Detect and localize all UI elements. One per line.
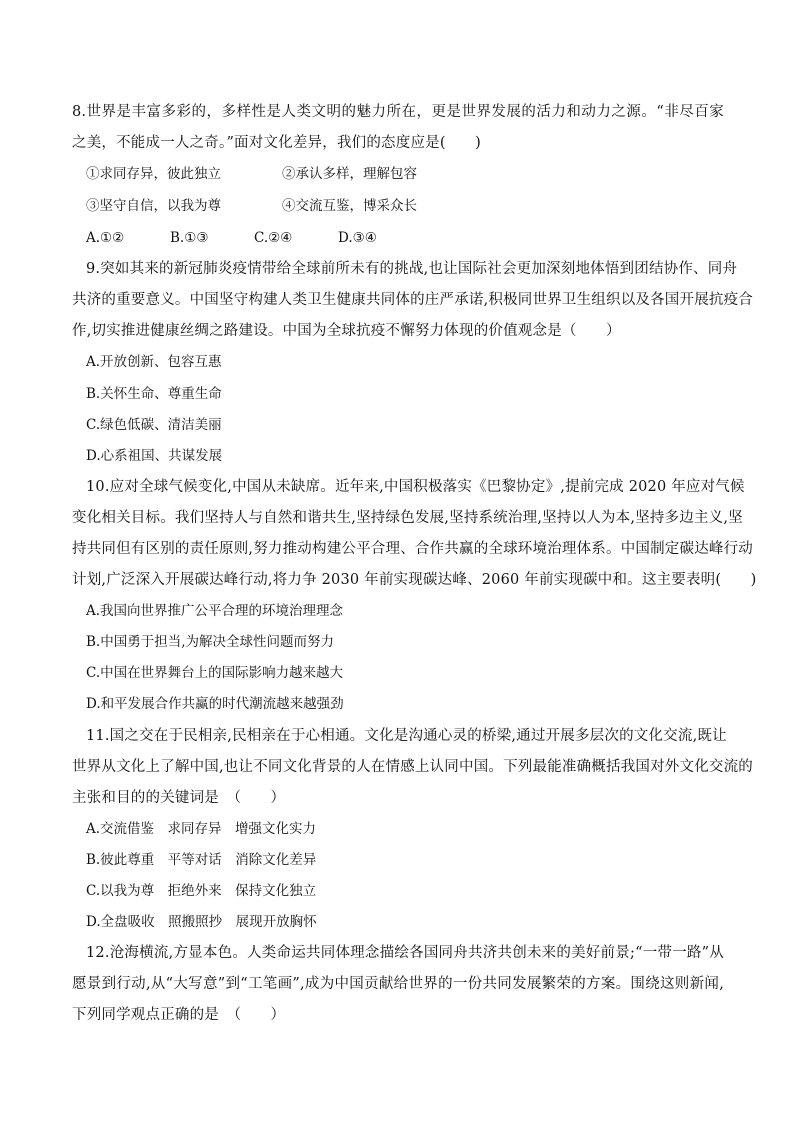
q12-stem-line-1: 12.沧海横流,方显本色。人类命运共同体理念描绘各国同舟共济共创未来的美好前景;“一带一路”从 [86, 945, 724, 961]
q8-statement-4: ④交流互鉴，博采众长 [282, 198, 417, 214]
q8-stem-line-2: 之美，不能成一人之奇。”面对文化差异，我们的态度应是( ) [72, 135, 481, 151]
q9-stem-line-1: 9.突如其来的新冠肺炎疫情带给全球前所未有的挑战,也让国际社会更加深刻地体悟到团结协作、同舟 [86, 261, 738, 277]
q8-statement-3: ③坚守自信，以我为尊 [86, 198, 221, 214]
q9-stem-line-2: 共济的重要意义。中国坚守构建人类卫生健康共同体的庄严承诺,积极同世界卫生组织以及各国开展抗疫合 [72, 292, 754, 308]
q8-statement-1: ①求同存异，彼此独立 [86, 166, 221, 182]
q11-stem-line-1: 11.国之交在于民相亲,民相亲在于心相通。文化是沟通心灵的桥梁,通过开展多层次的文化交流,既让 [86, 728, 727, 744]
q11-option-b: B.彼此尊重 平等对话 消除文化差异 [86, 852, 317, 868]
q8-stem-line-1: 8.世界是丰富多彩的，多样性是人类文明的魅力所在，更是世界发展的活力和动力之源。“非尽百家 [72, 104, 724, 120]
q10-option-a: A.我国向世界推广公平合理的环境治理理念 [86, 603, 344, 619]
q10-option-c: C.中国在世界舞台上的国际影响力越来越大 [86, 665, 344, 681]
q8-choices-row [86, 227, 377, 249]
q10-stem-line-2: 变化相关目标。我们坚持人与自然和谐共生,坚持绿色发展,坚持系统治理,坚持以人为本,坚持多边主义,坚 [72, 510, 743, 526]
q8-choice-a: A.①② [86, 230, 125, 246]
q10-option-b: B.中国勇于担当,为解决全球性问题而努力 [86, 634, 335, 650]
q10-stem-line-1: 10.应对全球气候变化,中国从未缺席。近年来,中国积极落实《巴黎协定》,提前完成 2020 年应对气候 [86, 479, 745, 495]
q10-option-d: D.和平发展合作共赢的时代潮流越来越强劲 [86, 696, 344, 712]
q10-stem-line-3: 持共同但有区别的责任原则,努力推动构建公平合理、合作共赢的全球环境治理体系。中国制定碳达峰行动 [72, 541, 754, 557]
q11-option-c: C.以我为尊 拒绝外来 保持文化独立 [86, 883, 317, 899]
q9-stem-line-3: 作,切实推进健康丝绸之路建设。中国为全球抗疫不懈努力体现的价值观念是（ ） [72, 323, 621, 339]
q9-option-d: D.心系祖国、共谋发展 [86, 448, 223, 464]
q12-stem-line-3: 下列同学观点正确的是 （ ） [72, 1007, 286, 1023]
q11-option-a: A.交流借鉴 求同存异 增强文化实力 [86, 821, 317, 837]
q9-option-b: B.关怀生命、尊重生命 [86, 386, 222, 402]
q11-stem-line-3: 主张和目的的关键词是 （ ） [72, 790, 286, 806]
q8-statement-row-2 [86, 195, 417, 217]
q11-stem-line-2: 世界从文化上了解中国,也让不同文化背景的人在情感上认同中国。下列最能准确概括我国对外文化交流的 [72, 759, 754, 775]
q10-stem-line-4: 计划,广泛深入开展碳达峰行动,将力争 2030 年前实现碳达峰、2060 年前实现碳中和。这主要表明( ) [72, 572, 757, 588]
q8-choice-c: C.②④ [254, 230, 293, 246]
q8-choice-b: B.①③ [170, 230, 209, 246]
q12-stem-line-2: 愿景到行动,从“大写意”到“工笔画”,成为中国贡献给世界的一份共同发展繁荣的方案。围绕这则新闻, [72, 976, 724, 992]
q9-option-c: C.绿色低碳、清洁美丽 [86, 417, 222, 433]
q8-choice-d: D.③④ [338, 230, 377, 246]
q11-option-d: D.全盘吸收 照搬照抄 展现开放胸怀 [86, 914, 317, 930]
q8-statement-2: ②承认多样，理解包容 [282, 166, 417, 182]
q9-option-a: A.开放创新、包容互惠 [86, 354, 222, 370]
q8-statement-row-1 [86, 163, 417, 185]
